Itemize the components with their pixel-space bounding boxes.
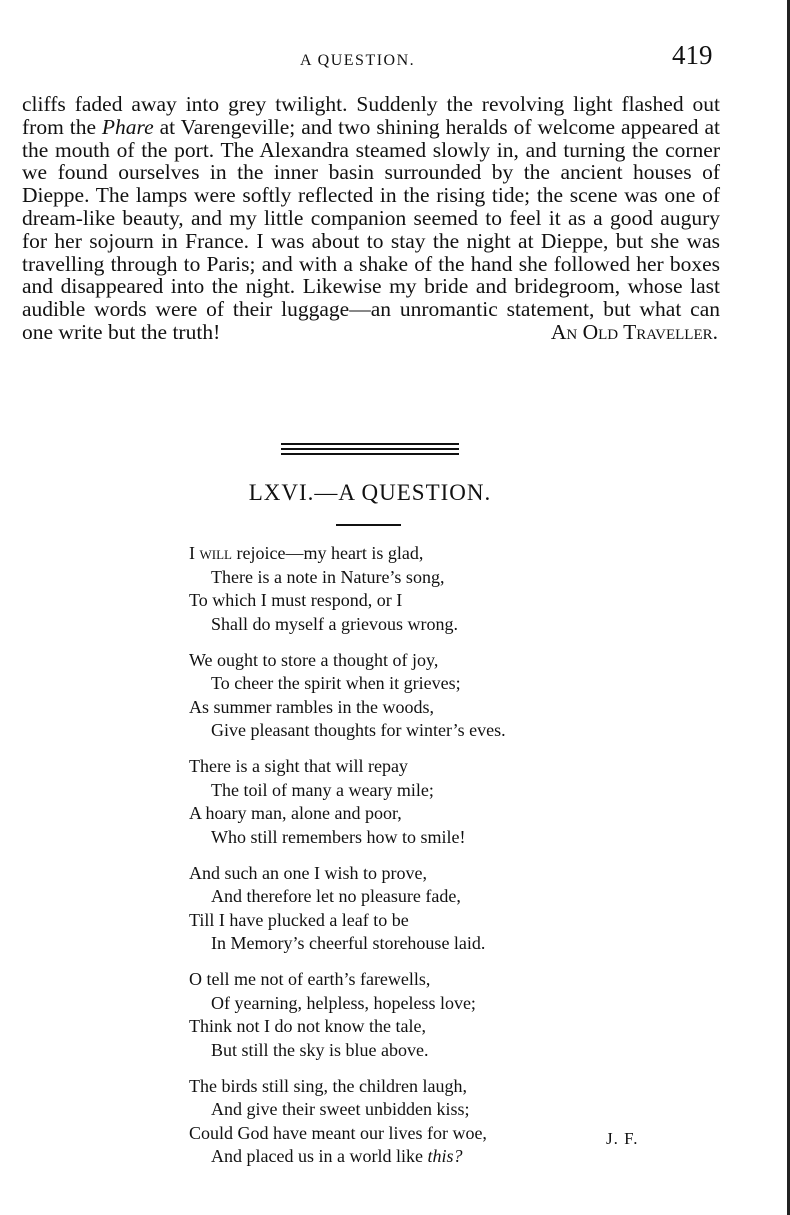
prose-text-start: cliffs faded away into grey twilight. Suddenly the revolving light flashed out from the <box>22 92 720 139</box>
poem-line <box>189 542 609 566</box>
poem-line: A hoary man, alone and poor, <box>189 803 402 823</box>
poem-line: Shall do myself a grievous wrong. <box>211 613 458 634</box>
poem-line: To cheer the spirit when it grieves; <box>211 673 461 693</box>
signature: An Old Traveller. <box>550 319 718 344</box>
poem-line: As summer rambles in the woods, <box>189 696 434 717</box>
poem-line: Who still remembers how to smile! <box>211 826 466 847</box>
poem-line: To which I must respond, or I <box>189 590 403 610</box>
poem-line: O tell me not of earth’s farewells, <box>189 969 431 989</box>
stanza <box>189 862 609 956</box>
poem-first-line-text: rejoice—my heart is glad, <box>231 543 424 563</box>
phare-italic: Phare <box>101 114 154 139</box>
poem-line <box>189 1145 609 1169</box>
poem <box>189 542 609 1181</box>
section-divider <box>281 443 459 458</box>
title-rule <box>336 524 401 526</box>
poem-line: But still the sky is blue above. <box>211 1039 429 1060</box>
poem-line: We ought to store a thought of joy, <box>189 649 439 670</box>
page-number: 419 <box>672 40 713 70</box>
stanza <box>189 1075 609 1169</box>
poem-author: J. F. <box>606 1129 639 1148</box>
poem-line: Think not I do not know the tale, <box>189 1016 426 1036</box>
poem-title: LXVI.—A QUESTION. <box>248 480 492 505</box>
poem-line: The toil of many a weary mile; <box>211 779 434 800</box>
stanza <box>189 649 609 743</box>
running-title: A QUESTION. <box>300 52 416 69</box>
poem-line: Of yearning, helpless, hopeless love; <box>211 992 476 1013</box>
poem-line: And such an one I wish to prove, <box>189 862 427 883</box>
poem-line: In Memory’s cheerful storehouse laid. <box>211 933 486 953</box>
poem-last-line-text: And placed us in a world like <box>211 1146 428 1166</box>
poem-first-word: I will <box>189 543 232 563</box>
stanza <box>189 755 609 849</box>
poem-line: Give pleasant thoughts for winter’s eves. <box>211 720 506 740</box>
poem-line: There is a sight that will repay <box>189 756 408 776</box>
stanza <box>189 542 609 636</box>
poem-line: There is a note in Nature’s song, <box>211 566 445 587</box>
stanza <box>189 968 609 1062</box>
poem-line: The birds still sing, the children laugh, <box>189 1075 467 1096</box>
prose-paragraph <box>22 93 720 344</box>
poem-line: And therefore let no pleasure fade, <box>211 886 461 906</box>
poem-last-word: this? <box>427 1146 463 1166</box>
poem-line: And give their sweet unbidden kiss; <box>211 1099 470 1119</box>
poem-line: Could God have meant our lives for woe, <box>189 1122 487 1143</box>
prose-text-end: at Varengeville; and two shining heralds of welcome appeared at the mouth of the port. The Alexandra steamed slowly in, and turning the corner we found ourselves in the inner basin surrounded by the ancient houses of Dieppe. The lamps were softly reflected in the rising tide; the scene was one of dream-like beauty, and my little companion seemed to feel it as a good augury for her sojourn in France. I was about to stay the night at Dieppe, but she was travelling through to Paris; and with a shake of the hand she followed her boxes and disappeared into the night. Likewise my bride and bridegroom, whose last audible words were of their luggage—an unromantic statement, but what can one write but the truth! <box>22 114 721 344</box>
poem-line: Till I have plucked a leaf to be <box>189 909 409 930</box>
